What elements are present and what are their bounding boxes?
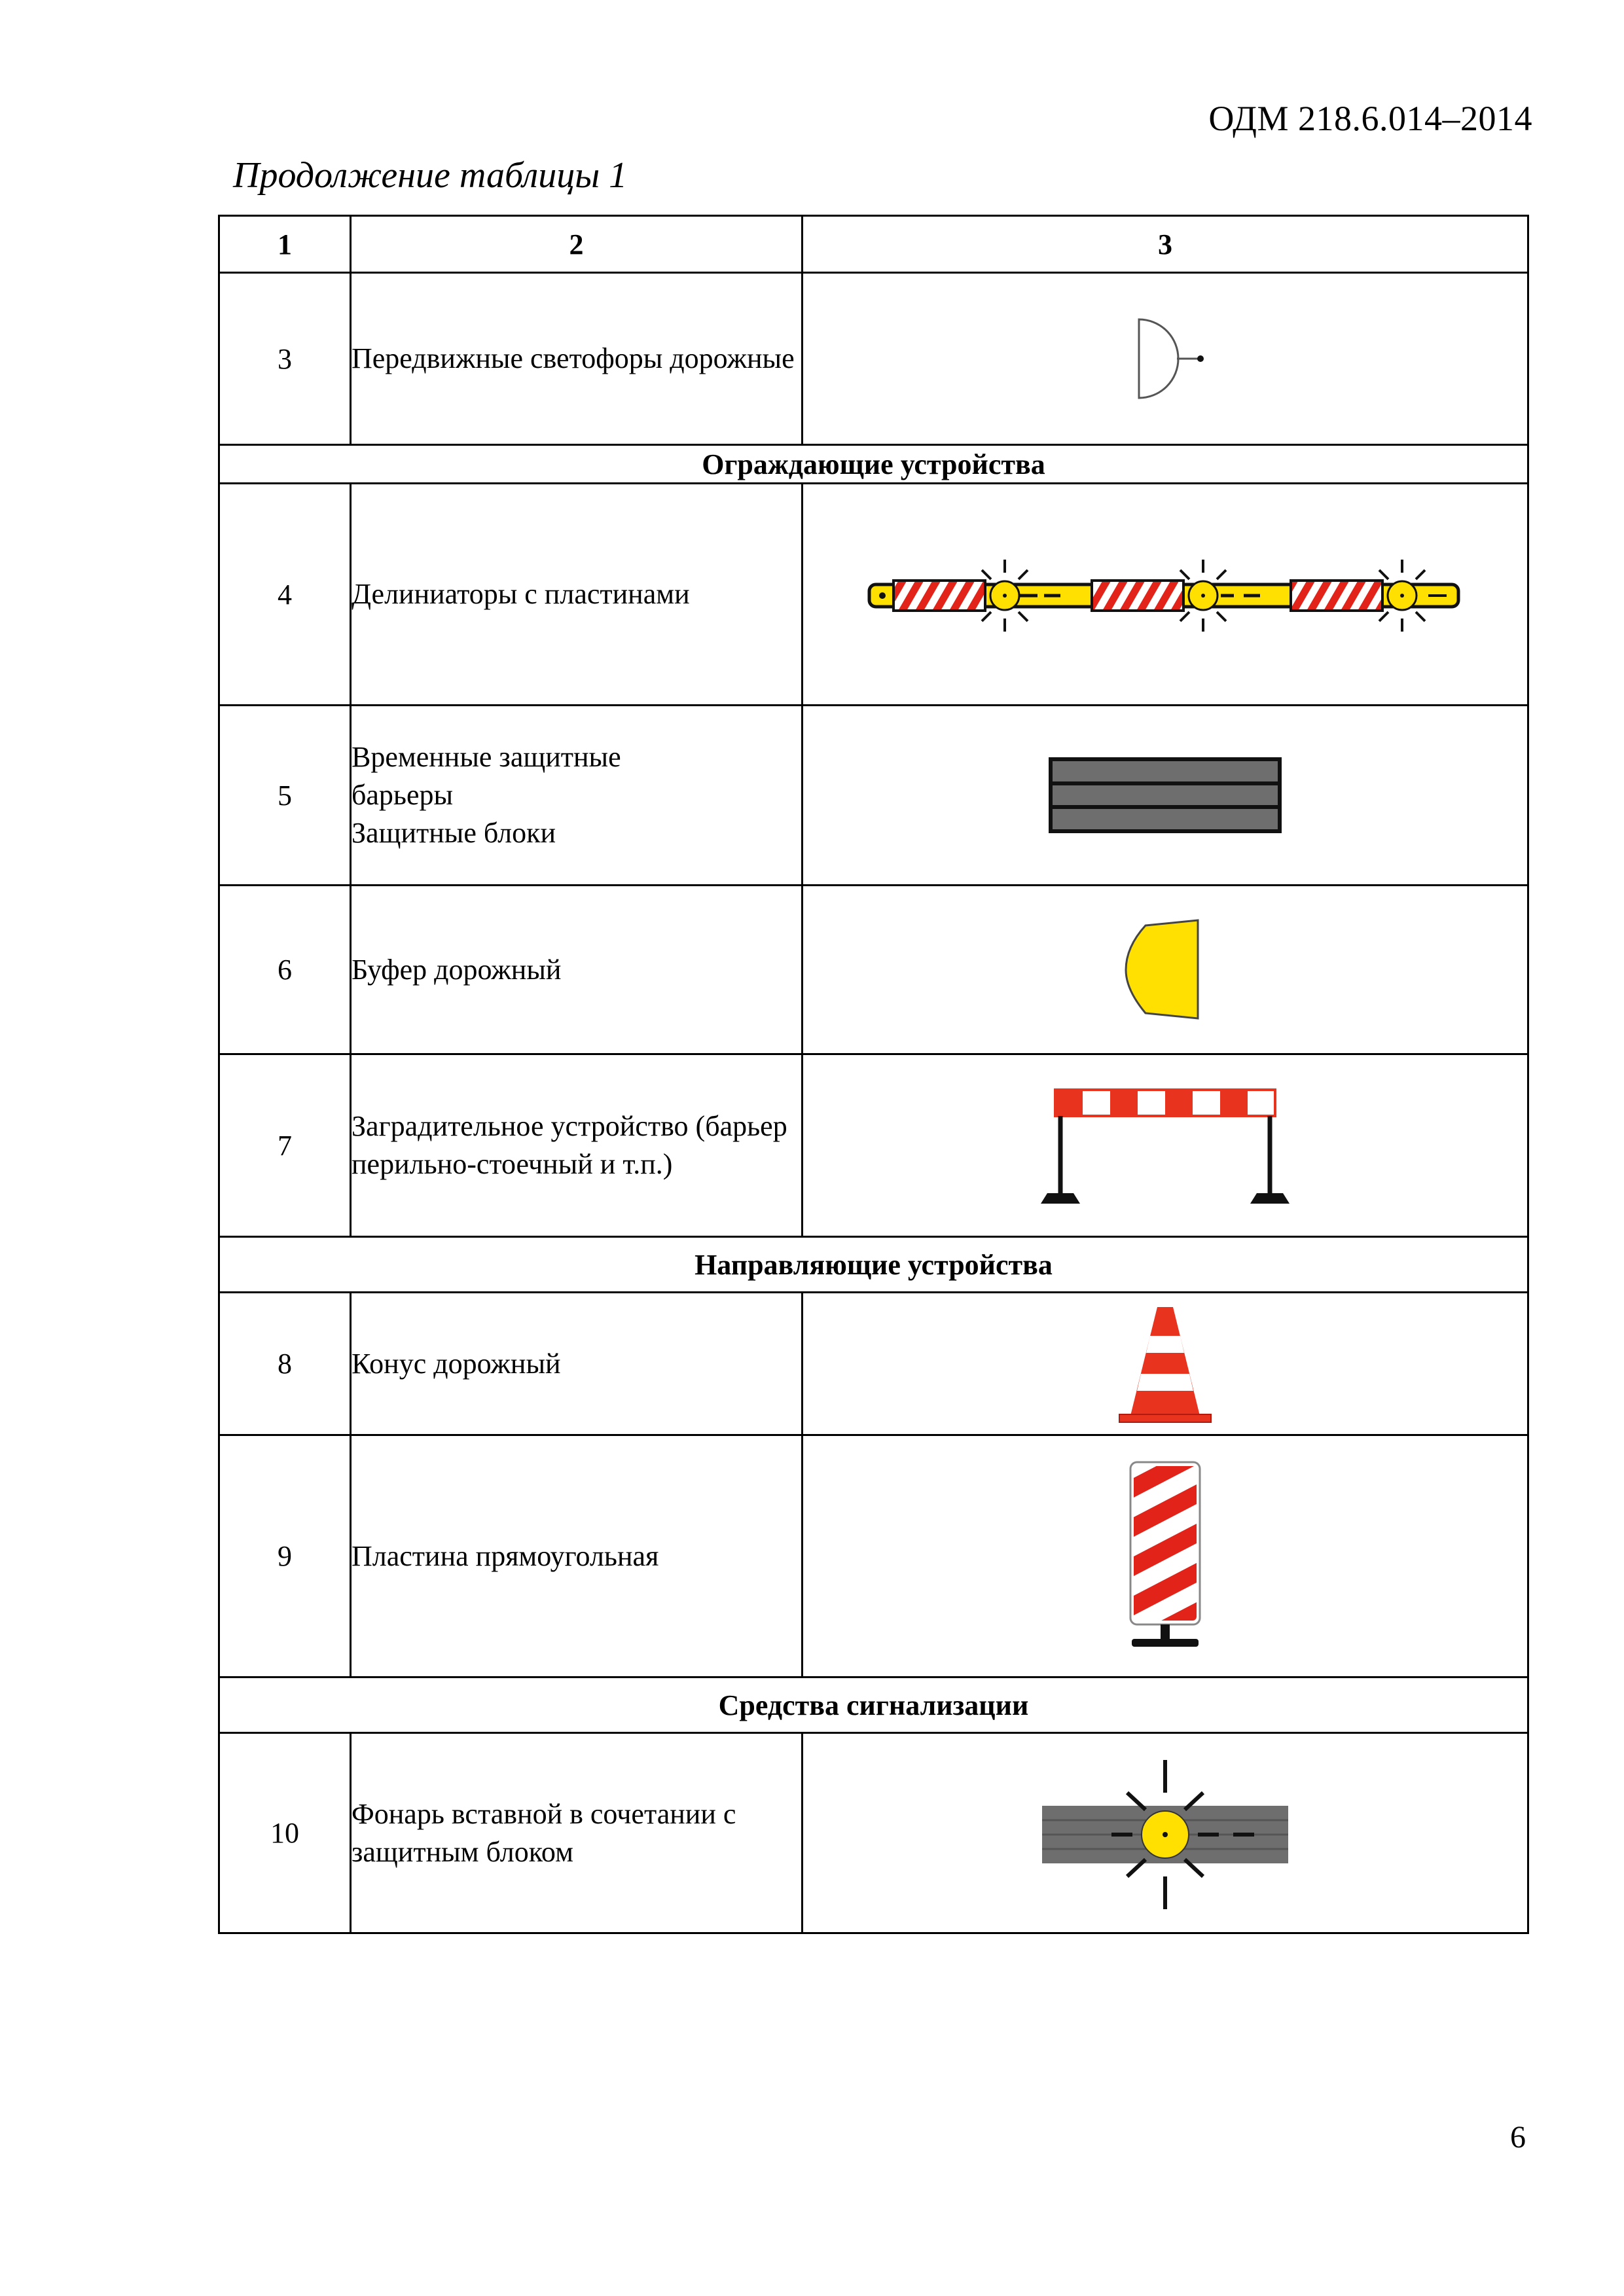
row-number: 3: [219, 273, 351, 445]
row-number: 9: [219, 1435, 351, 1677]
road-buffer-icon: [803, 886, 1528, 1054]
row-name: Конус дорожный: [351, 1293, 803, 1435]
row-number: 6: [219, 886, 351, 1054]
traffic-cone-icon: [803, 1293, 1528, 1435]
table-row: [219, 1054, 1528, 1237]
column-header-2: 2: [351, 216, 803, 273]
row-number: 7: [219, 1054, 351, 1237]
delineators-with-plates-icon: [803, 484, 1528, 706]
section-header-protective: [219, 445, 1528, 484]
row-name-line: Защитные блоки: [352, 817, 556, 849]
row-number: 5: [219, 706, 351, 886]
row-name: Заградительное устройство (барьер перильно-стоечный и т.п.): [351, 1054, 803, 1237]
section-header-guiding: [219, 1237, 1528, 1293]
row-name: Делиниаторы с пластинами: [351, 484, 803, 706]
row-name-line: Временные защитные: [352, 741, 621, 773]
column-header-3: 3: [803, 216, 1528, 273]
table-row: [219, 1435, 1528, 1677]
section-header-signaling: [219, 1677, 1528, 1733]
row-name: Пластина прямоугольная: [351, 1435, 803, 1677]
section-title: Направляющие устройства: [219, 1237, 1528, 1293]
row-name: Фонарь вставной в сочетании с защитным блоком: [351, 1733, 803, 1933]
row-number: 8: [219, 1293, 351, 1435]
row-number: 10: [219, 1733, 351, 1933]
temporary-barrier-blocks-icon: [803, 706, 1528, 886]
table-row: [219, 273, 1528, 445]
mobile-traffic-light-symbol-icon: [803, 273, 1528, 445]
equipment-table: [218, 215, 1529, 1934]
table-row: [219, 886, 1528, 1054]
row-name: [351, 706, 803, 886]
table-header-row: [219, 216, 1528, 273]
table-caption: Продолжение таблицы 1: [233, 155, 628, 196]
insert-lamp-with-block-icon: [803, 1733, 1528, 1933]
barrier-railing-icon: [803, 1054, 1528, 1237]
row-name: Буфер дорожный: [351, 886, 803, 1054]
row-number: 4: [219, 484, 351, 706]
document-code: ОДМ 218.6.014–2014: [1208, 99, 1532, 138]
row-name-line: барьеры: [352, 779, 454, 811]
section-title: Ограждающие устройства: [219, 445, 1528, 484]
rectangular-plate-icon: [803, 1435, 1528, 1677]
table-row: [219, 1733, 1528, 1933]
section-title: Средства сигнализации: [219, 1677, 1528, 1733]
table-row: [219, 484, 1528, 706]
table-row: [219, 1293, 1528, 1435]
column-header-1: 1: [219, 216, 351, 273]
table-row: [219, 706, 1528, 886]
page-number: 6: [1510, 2120, 1526, 2155]
row-name: Передвижные светофоры дорожные: [351, 273, 803, 445]
